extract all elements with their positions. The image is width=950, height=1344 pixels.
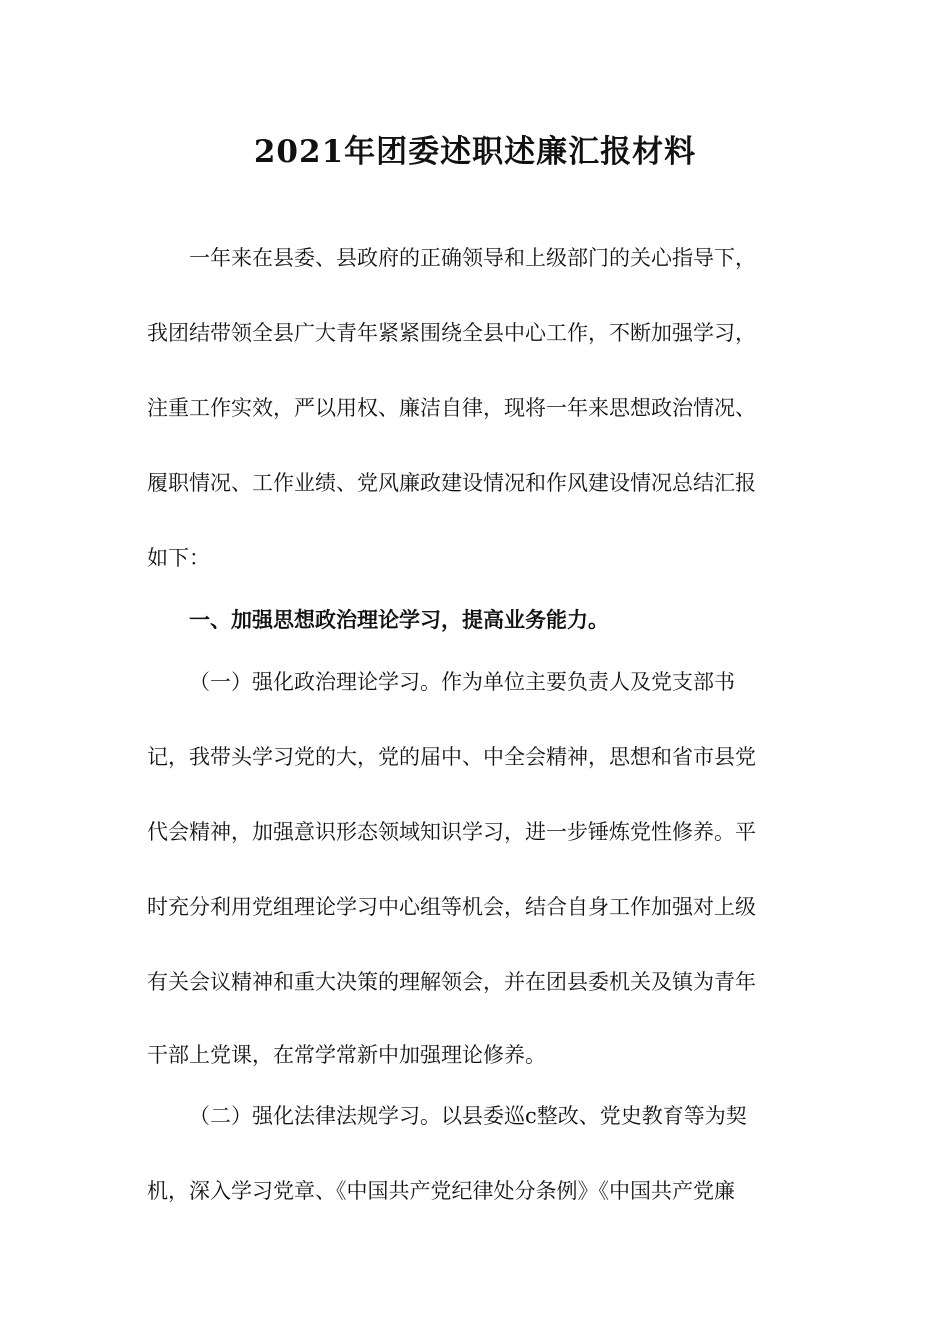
paragraph-1-line-1: 一年来在县委、县政府的正确领导和上级部门的关心指导下， — [189, 246, 756, 270]
paragraph-3-line-2: 机，深入学习党章、《中国共产党纪律处分条例》《中国共产党廉 — [147, 1179, 735, 1203]
paragraph-2-line-2: 记，我带头学习党的大，党的届中、中全会精神，思想和省市县党 — [147, 745, 756, 769]
paragraph-3-line-1: （二）强化法律法规学习。以县委巡c整改、党史教育等为契 — [189, 1104, 747, 1128]
section-heading-1: 一、加强思想政治理论学习，提高业务能力。 — [189, 607, 609, 632]
paragraph-1-line-4: 履职情况、工作业绩、党风廉政建设情况和作风建设情况总结汇报 — [147, 471, 756, 495]
paragraph-1-line-5: 如下： — [147, 546, 210, 570]
document-title: 2021年团委述职述廉汇报材料 — [253, 134, 697, 170]
paragraph-2-line-4: 时充分利用党组理论学习中心组等机会，结合自身工作加强对上级 — [147, 895, 756, 919]
paragraph-1-line-3: 注重工作实效，严以用权、廉洁自律，现将一年来思想政治情况、 — [147, 396, 756, 420]
paragraph-2-line-6: 干部上党课，在常学常新中加强理论修养。 — [147, 1043, 546, 1067]
paragraph-1-line-2: 我团结带领全县广大青年紧紧围绕全县中心工作，不断加强学习， — [147, 321, 756, 345]
paragraph-2-line-1: （一）强化政治理论学习。作为单位主要负责人及党支部书 — [189, 670, 735, 694]
paragraph-2-line-5: 有关会议精神和重大决策的理解领会，并在团县委机关及镇为青年 — [147, 970, 756, 994]
paragraph-2-line-3: 代会精神，加强意识形态领域知识学习，进一步锤炼党性修养。平 — [147, 820, 756, 844]
